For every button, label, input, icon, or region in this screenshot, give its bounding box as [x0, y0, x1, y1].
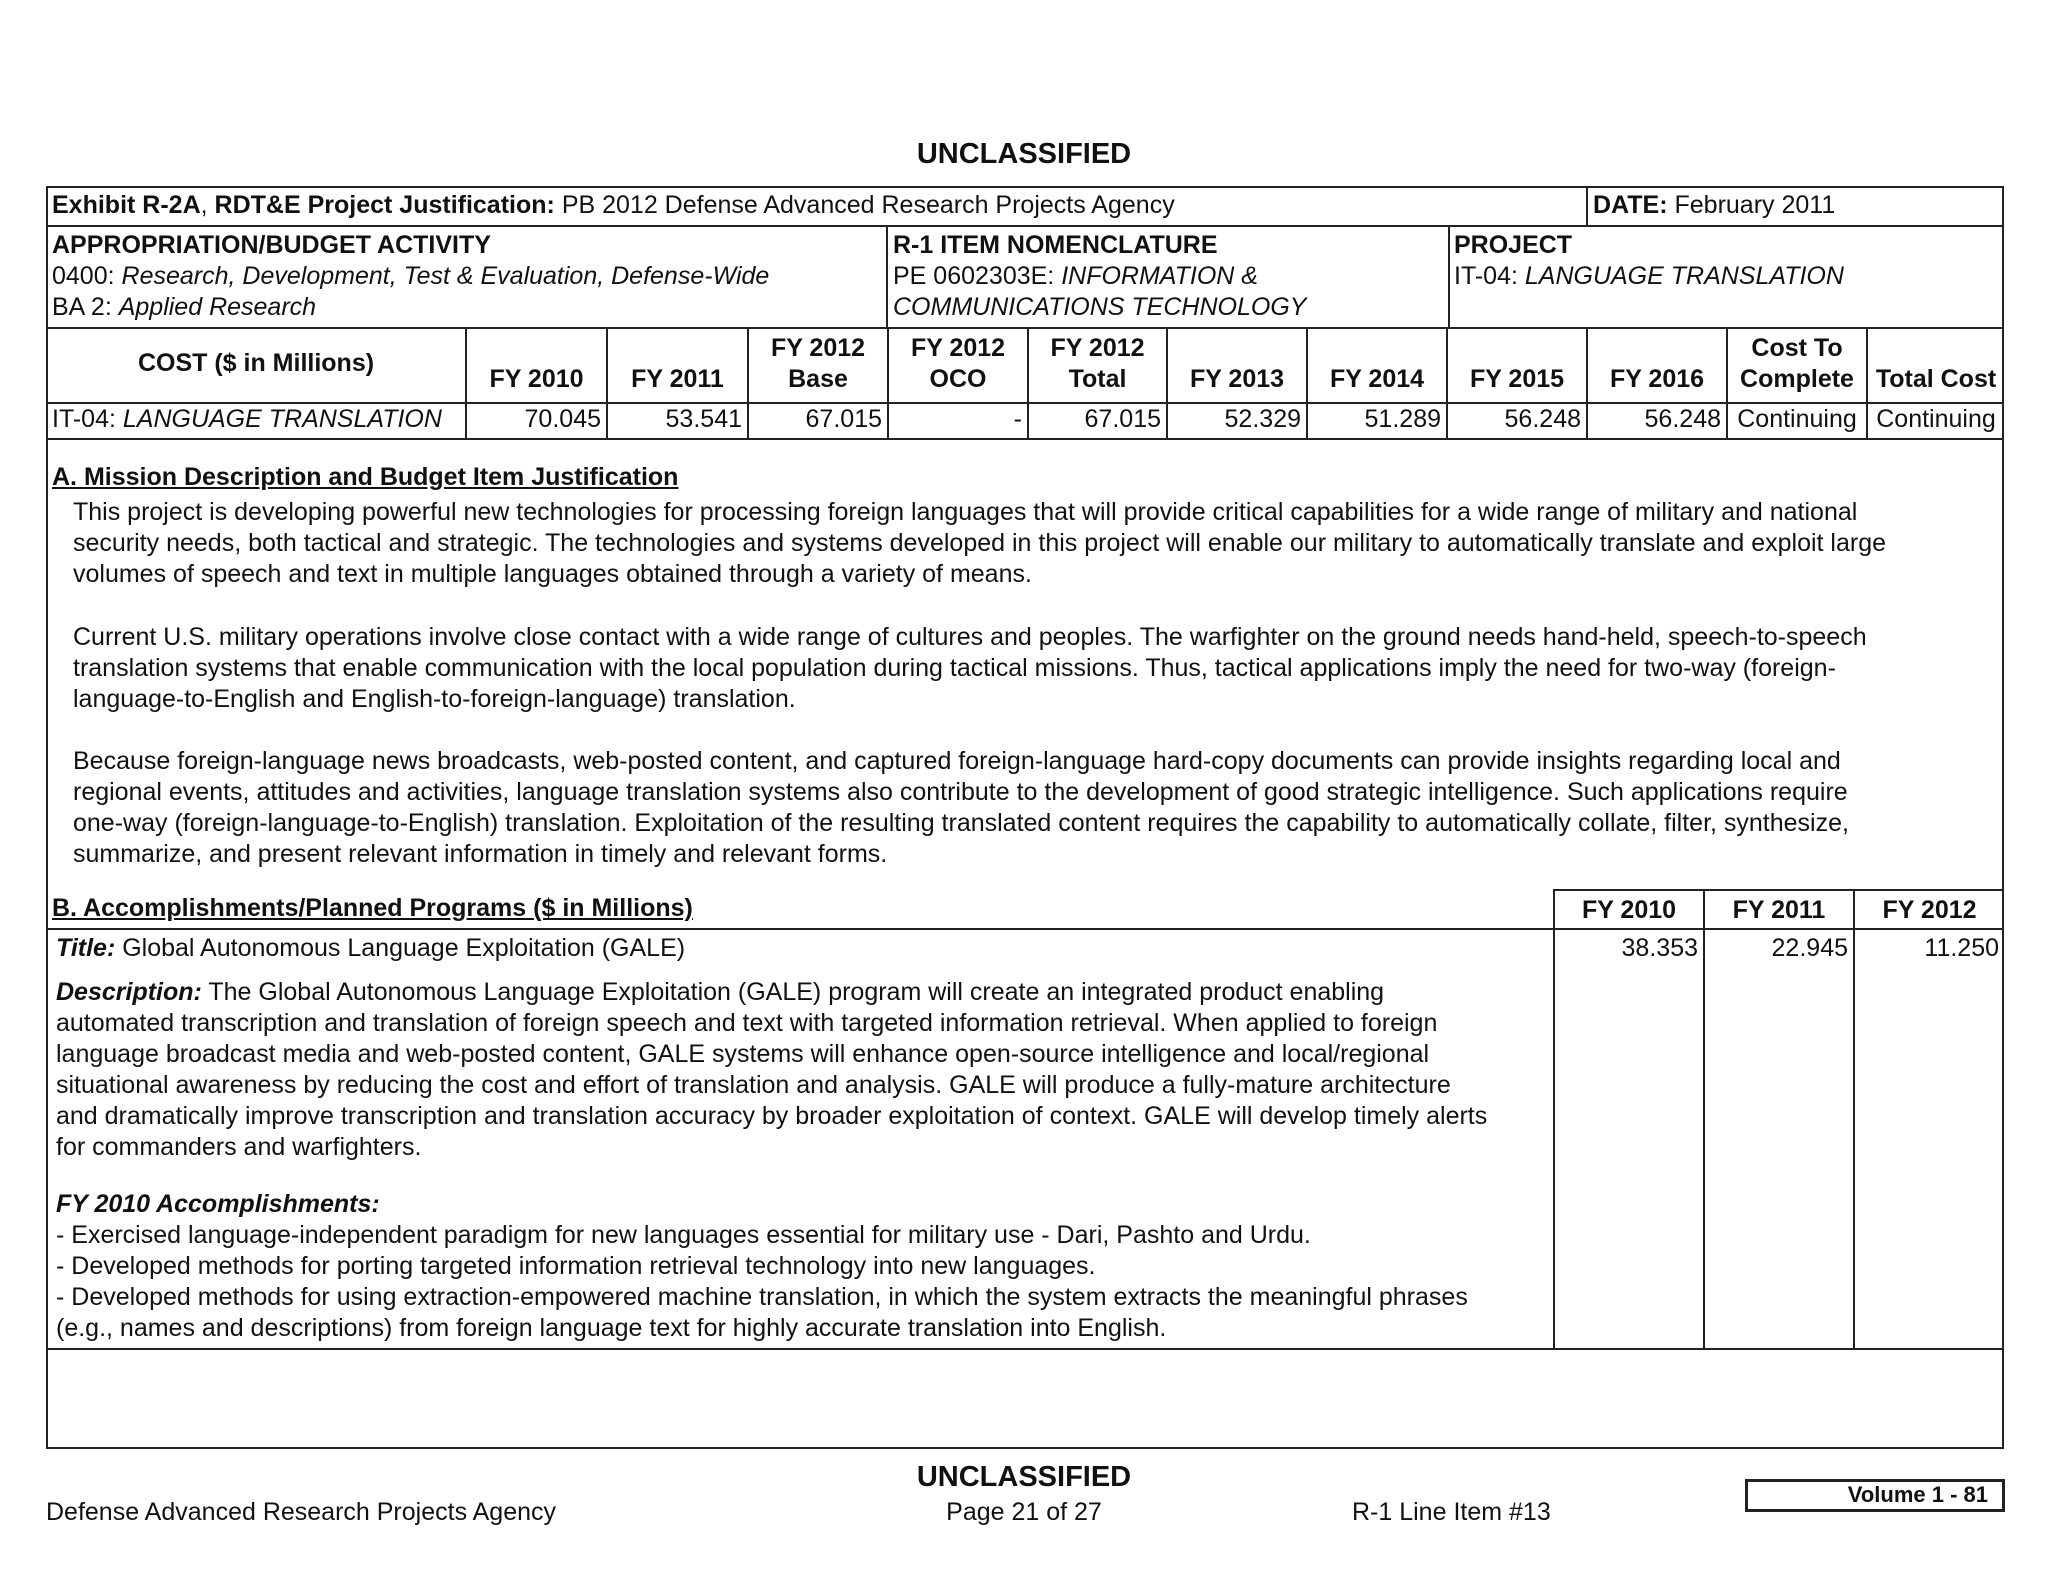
exhibit-title	[52, 190, 1175, 221]
date-label: DATE:	[1593, 191, 1668, 219]
cost-value: Continuing	[1737, 405, 1857, 433]
list-item: (e.g., names and descriptions) from foreign language text for highly accurate translation into English.	[56, 1314, 1167, 1342]
nomenclature-block	[893, 230, 1306, 323]
cost-col-header: FY 2012 Base	[770, 334, 866, 393]
date-value: February 2011	[1674, 191, 1836, 219]
accomplishment-col-header: FY 2011	[1732, 896, 1826, 924]
footer-agency: Defense Advanced Research Projects Agency	[46, 1498, 557, 1526]
program-value: 22.945	[1771, 934, 1848, 962]
cost-col-header: FY 2012 OCO	[910, 334, 1006, 393]
cost-value: 52.329	[1224, 405, 1301, 433]
cost-value: Continuing	[1876, 405, 1996, 433]
footer-line-item: R-1 Line Item #13	[1352, 1498, 1551, 1526]
justification-label: RDT&E Project Justification:	[214, 191, 555, 219]
justification-value: PB 2012 Defense Advanced Research Projects Agency	[561, 191, 1175, 219]
cost-row-label: IT-04: LANGUAGE TRANSLATION	[52, 405, 442, 433]
project-line: IT-04: LANGUAGE TRANSLATION	[1454, 262, 1844, 290]
nomenclature-line-2: COMMUNICATIONS TECHNOLOGY	[893, 293, 1307, 321]
cost-value: 70.045	[524, 405, 601, 433]
exhibit-label: Exhibit R-2A	[52, 191, 201, 219]
appropriation-label: APPROPRIATION/BUDGET ACTIVITY	[52, 231, 491, 259]
cost-value: 51.289	[1364, 405, 1441, 433]
appropriation-block	[52, 230, 769, 323]
program-description: Description: The Global Autonomous Language Exploitation (GALE) program will create an integrated product enabling automated transcription and translation of foreign speech and text with targeted information retrieval. When applied to foreign language broadcast media and web-posted content, GALE systems will enhance open-source intelligence and local/regional situational awareness by reducing the cost and effort of translation and analysis. GALE will produce a fully-mature architecture and dramatically improve transcription and translation accuracy by broader exploitation of context. GALE will develop timely alerts for commanders and warfighters.	[56, 978, 1488, 1161]
nomenclature-line-1: PE 0602303E: INFORMATION &	[893, 262, 1258, 290]
project-label: PROJECT	[1454, 231, 1573, 259]
appropriation-line-2: BA 2: Applied Research	[52, 293, 317, 321]
cost-col-header: Cost To Complete	[1740, 334, 1854, 393]
section-b-heading: B. Accomplishments/Planned Programs ($ in Millions)	[52, 894, 693, 922]
cost-col-header: FY 2013	[1189, 365, 1285, 393]
cost-col-header: FY 2011	[631, 365, 724, 393]
date-field	[1593, 190, 1835, 221]
accomplishments-list	[56, 1189, 1550, 1344]
appropriation-line-1: 0400: Research, Development, Test & Evaluation, Defense-Wide	[52, 262, 770, 290]
mission-paragraph: This project is developing powerful new technologies for processing foreign languages that will provide critical capabilities for a wide range of military and national security needs, both tactical and strategic. The technologies and systems developed in this project will enable our military to automatically translate and exploit large volumes of speech and text in multiple languages obtained through a variety of means.	[73, 498, 1887, 588]
cost-value: 67.015	[805, 405, 882, 433]
cost-col-header: FY 2016	[1609, 365, 1705, 393]
program-value: 38.353	[1621, 934, 1698, 962]
footer-page-number: Page 21 of 27	[946, 1498, 1102, 1526]
cost-col-header: FY 2012 Total	[1050, 334, 1145, 393]
list-item: - Exercised language-independent paradigm for new languages essential for military use - Dari, Pashto and Urdu.	[56, 1221, 1311, 1249]
cost-col-header: Total Cost	[1875, 365, 1997, 393]
cost-col-header: FY 2010	[489, 365, 584, 393]
classification-top: UNCLASSIFIED	[916, 138, 1132, 170]
cost-table-corner: COST ($ in Millions)	[137, 349, 375, 377]
footer-volume-box: Volume 1 - 81	[1745, 1479, 2005, 1512]
classification-bottom: UNCLASSIFIED	[916, 1461, 1132, 1493]
cost-value: 56.248	[1504, 405, 1581, 433]
list-item: - Developed methods for using extraction-empowered machine translation, in which the system extracts the meaningful phrases	[56, 1283, 1468, 1311]
cost-value: -	[1013, 405, 1022, 433]
accomplishment-col-header: FY 2012	[1882, 896, 1977, 924]
program-title: Title: Global Autonomous Language Exploitation (GALE)	[56, 934, 686, 962]
nomenclature-label: R-1 ITEM NOMENCLATURE	[893, 231, 1218, 259]
list-item: - Developed methods for porting targeted information retrieval technology into new languages.	[56, 1252, 1096, 1280]
project-block	[1454, 230, 1844, 292]
cost-value: 53.541	[665, 405, 742, 433]
cost-value: 67.015	[1084, 405, 1161, 433]
cost-col-header: FY 2015	[1469, 365, 1565, 393]
cost-value: 56.248	[1644, 405, 1721, 433]
accomplishments-heading: FY 2010 Accomplishments:	[56, 1190, 380, 1218]
mission-paragraph: Because foreign-language news broadcasts, web-posted content, and captured foreign-language hard-copy documents can provide insights regarding local and regional events, attitudes and activities, language translation systems also contribute to the development of good strategic intelligence. Such applications require one-way (foreign-language-to-English) translation. Exploitation of the resulting translated content requires the capability to automatically collate, filter, synthesize, summarize, and present relevant information in timely and relevant forms.	[73, 747, 1849, 868]
accomplishment-col-header: FY 2010	[1581, 896, 1677, 924]
program-value: 11.250	[1924, 934, 1999, 962]
mission-paragraph: Current U.S. military operations involve close contact with a wide range of cultures and peoples. The warfighter on the ground needs hand-held, speech-to-speech translation systems that enable communication with the local population during tactical missions. Thus, tactical applications imply the need for two-way (foreign- language-to-English and English-to-foreign-language) translation.	[73, 623, 1867, 713]
cost-col-header: FY 2014	[1329, 365, 1425, 393]
section-a-heading: A. Mission Description and Budget Item Justification	[52, 463, 679, 491]
exhibit-separator: ,	[200, 191, 208, 219]
